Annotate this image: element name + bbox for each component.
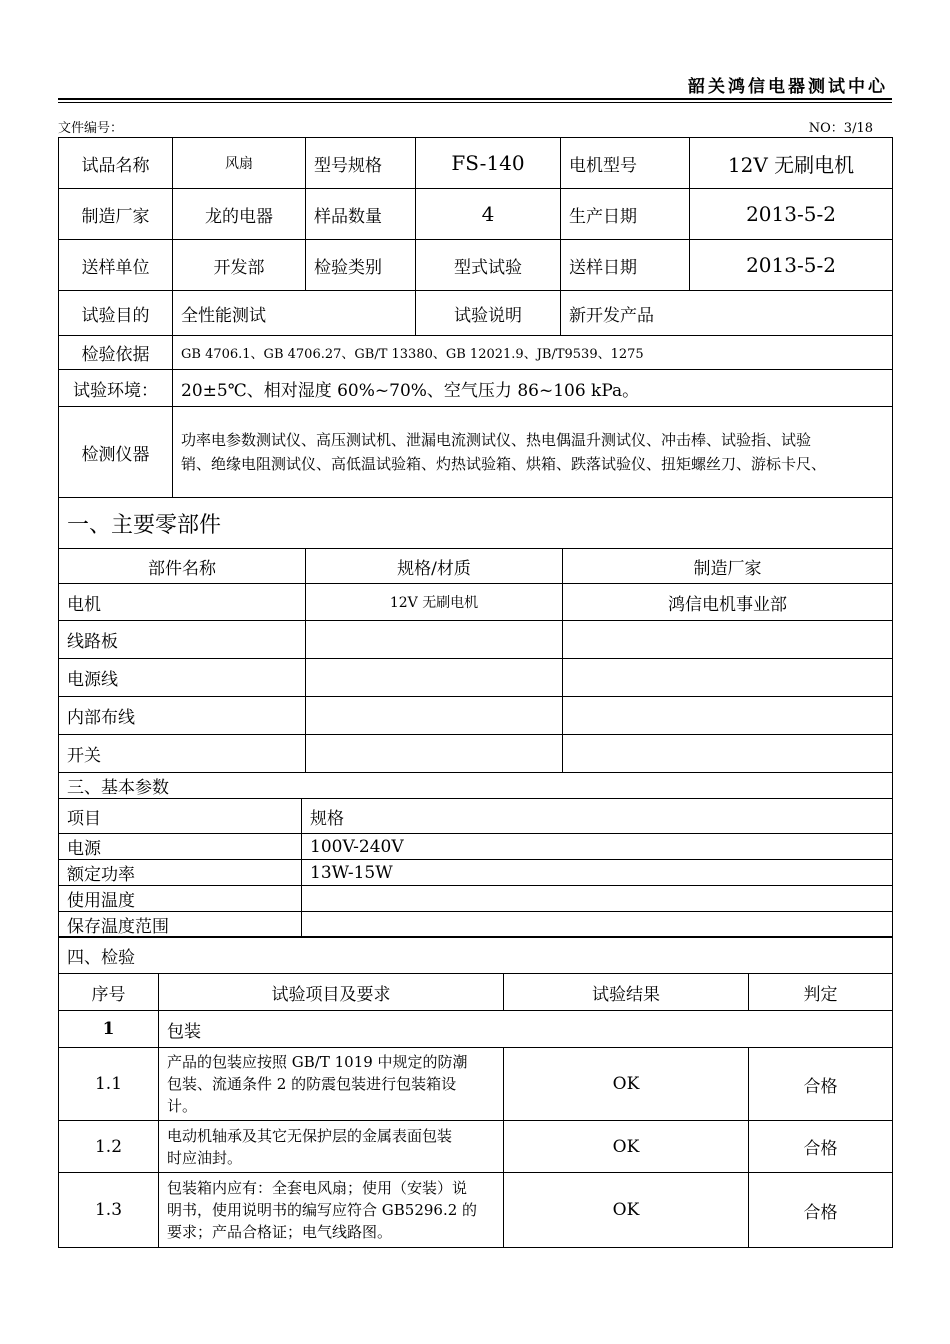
submitter-value: 开发部 [173,240,306,291]
component-maker [563,735,893,773]
component-name: 内部布线 [59,697,306,735]
item-requirement [159,1121,504,1173]
param-name: 项目 [59,799,302,834]
production-date-value: 2013-5-2 [690,189,893,240]
component-name: 电源线 [59,659,306,697]
table-row [59,886,893,912]
inspection-header-verdict: 判定 [749,974,893,1011]
model-value: FS-140 [416,138,561,189]
components-header-spec: 规格/材质 [306,549,563,584]
component-spec [306,621,563,659]
component-maker [563,621,893,659]
purpose-label: 试验目的 [59,291,173,336]
table-row [59,912,893,938]
param-name: 电源 [59,834,302,860]
param-value: 13W-15W [302,860,893,886]
table-row [59,799,893,834]
requirement-line: 电动机轴承及其它无保护层的金属表面包装 [167,1126,453,1145]
table-row [59,584,893,621]
param-value: 规格 [302,799,893,834]
component-maker [563,697,893,735]
param-value [302,886,893,912]
note-value: 新开发产品 [561,291,893,336]
table-row [59,621,893,659]
component-maker [563,659,893,697]
header-rule-thick [58,98,892,100]
manufacturer-value: 龙的电器 [173,189,306,240]
test-type-value: 型式试验 [416,240,561,291]
components-header-name: 部件名称 [59,549,306,584]
item-number: 1.2 [59,1121,159,1173]
component-name: 线路板 [59,621,306,659]
group-name: 包装 [159,1011,893,1048]
test-type-label: 检验类别 [306,240,416,291]
table-row [59,1121,893,1173]
inspection-header-no: 序号 [59,974,159,1011]
item-verdict: 合格 [749,1121,893,1173]
instruments-label: 检测仪器 [59,407,173,498]
inspection-header-item: 试验项目及要求 [159,974,504,1011]
requirement-line: 包装箱内应有：全套电风扇；使用（安装）说 [167,1179,468,1197]
document-number [809,117,873,136]
component-spec: 12V 无刷电机 [306,584,563,621]
requirement-line: 包装、流通条件 2 的防震包装进行包装箱设 [167,1075,457,1093]
test-center-name: 韶关鸿信电器测试中心 [688,77,888,97]
components-header-maker: 制造厂家 [563,549,893,584]
table-row [59,735,893,773]
note-label: 试验说明 [416,291,561,336]
purpose-value: 全性能测试 [173,291,416,336]
requirement-line: 时应油封。 [167,1148,243,1167]
quantity-label: 样品数量 [306,189,416,240]
inspection-table [58,936,893,1248]
requirement-line: 计。 [167,1097,198,1115]
motor-type-value: 12V 无刷电机 [690,138,893,189]
table-row [59,659,893,697]
components-section-title: 一、主要零部件 [59,498,893,549]
table-row [59,860,893,886]
component-maker: 鸿信电机事业部 [563,584,893,621]
component-spec [306,697,563,735]
group-number: 1 [59,1011,159,1048]
item-requirement [159,1173,504,1248]
manufacturer-label: 制造厂家 [59,189,173,240]
component-name: 电机 [59,584,306,621]
param-name: 额定功率 [59,860,302,886]
param-name: 保存温度范围 [59,912,302,938]
instruments-line-1: 功率电参数测试仪、高压测试机、泄漏电流测试仪、热电偶温升测试仪、冲击棒、试验指、试验 [181,431,812,449]
requirement-line: 明书，使用说明书的编写应符合 GB5296.2 的 [167,1201,478,1219]
item-number: 1.3 [59,1173,159,1248]
component-name: 开关 [59,735,306,773]
component-spec [306,659,563,697]
production-date-label: 生产日期 [561,189,690,240]
document-number-value: 3/18 [843,121,873,136]
item-requirement [159,1048,504,1121]
submit-date-value: 2013-5-2 [690,240,893,291]
inspection-header-result: 试验结果 [504,974,749,1011]
environment-label: 试验环境： [59,370,173,407]
table-row [59,1173,893,1248]
parameters-section-title: 三、基本参数 [59,773,893,799]
requirement-line: 产品的包装应按照 GB/T 1019 中规定的防潮 [167,1053,468,1071]
inspection-section-title: 四、检验 [59,937,893,974]
table-row [59,834,893,860]
table-row [59,1048,893,1121]
param-name: 使用温度 [59,886,302,912]
model-label: 型号规格 [306,138,416,189]
requirement-line: 要求；产品合格证；电气线路图。 [167,1223,393,1241]
item-result: OK [504,1121,749,1173]
header-rule-thin [58,102,892,103]
param-value: 100V-240V [302,834,893,860]
quantity-value: 4 [416,189,561,240]
components-table [58,497,893,773]
parameters-table [58,772,893,938]
instruments-line-2: 销、绝缘电阻测试仪、高低温试验箱、灼热试验箱、烘箱、跌落试验仪、扭矩螺丝刀、游标卡尺、 [181,455,827,473]
basis-label: 检验依据 [59,336,173,370]
param-value [302,912,893,938]
item-result: OK [504,1048,749,1121]
sample-info-table [58,137,893,498]
document-number-label: NO： [808,121,844,136]
item-result: OK [504,1173,749,1248]
basis-value: GB 4706.1、GB 4706.27、GB/T 13380、GB 12021.9、JB/T9539、1275 [173,336,893,370]
motor-type-label: 电机型号 [561,138,690,189]
submitter-label: 送样单位 [59,240,173,291]
environment-value: 20±5℃、相对湿度 60%~70%、空气压力 86~106 kPa。 [173,370,893,407]
item-verdict: 合格 [749,1048,893,1121]
submit-date-label: 送样日期 [561,240,690,291]
instruments-value [173,407,893,498]
file-number-label: 文件编号： [58,121,124,136]
item-verdict: 合格 [749,1173,893,1248]
component-spec [306,735,563,773]
table-row [59,697,893,735]
item-number: 1.1 [59,1048,159,1121]
sample-name-label: 试品名称 [59,138,173,189]
sample-name-value: 风扇 [173,138,306,189]
